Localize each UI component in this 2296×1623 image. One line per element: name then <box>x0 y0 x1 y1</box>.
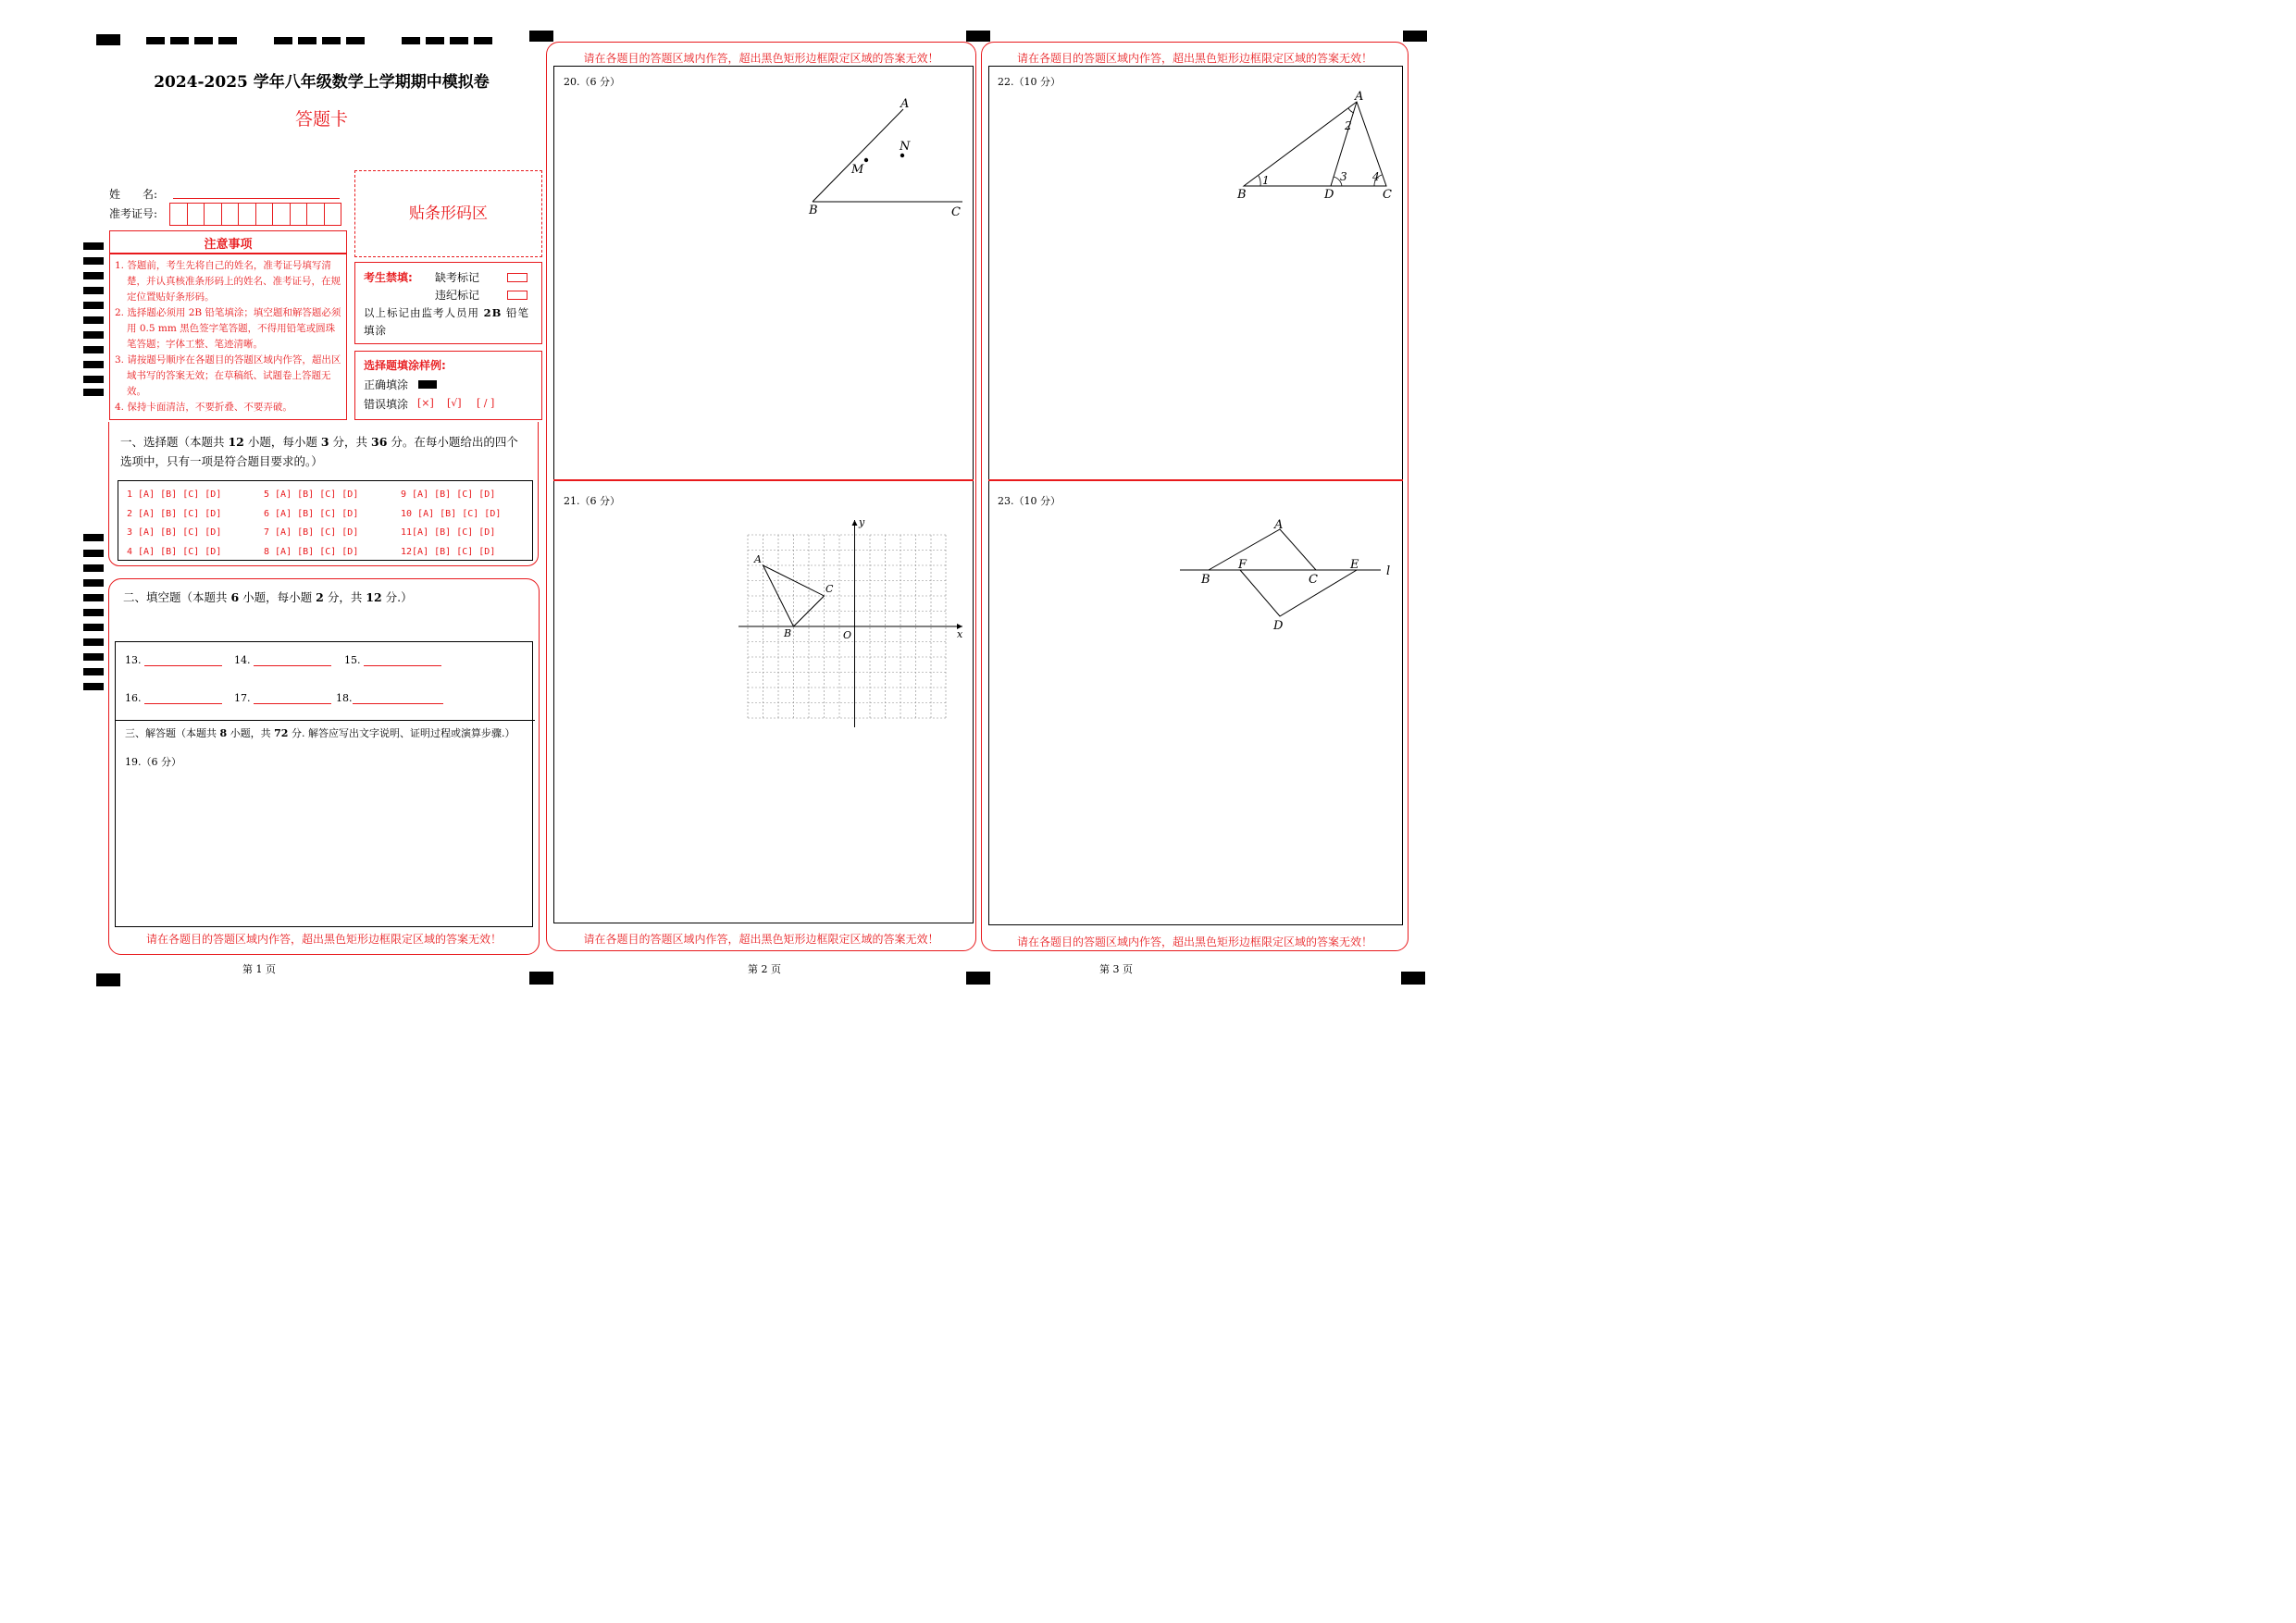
side-mark <box>83 579 104 587</box>
side-mark <box>83 668 104 675</box>
label-e: E <box>1350 558 1359 572</box>
label-d: D <box>1324 188 1334 202</box>
fill-blank[interactable]: 14. <box>234 654 331 666</box>
note-item: 4. 保持卡面清洁，不要折叠、不要弄破。 <box>115 402 292 413</box>
label-m: M <box>851 163 864 177</box>
q23-figure <box>1175 514 1397 635</box>
timing-mark <box>966 31 990 42</box>
wrong-fill-mark: [ / ] <box>477 397 495 409</box>
notes-list <box>115 258 344 415</box>
timing-mark <box>474 37 492 44</box>
q20-q21-divider <box>553 479 974 481</box>
mc-option-row[interactable]: 6 [A] [B] [C] [D] <box>264 509 359 519</box>
point-m <box>864 158 868 162</box>
side-mark <box>83 316 104 324</box>
side-mark <box>83 653 104 661</box>
wrong-fill-label: 错误填涂 <box>364 398 409 411</box>
section2-heading: 二、填空题（本题共 6 小题，每小题 2 分，共 12 分.） <box>123 590 413 604</box>
note-item: 1. 答题前，考生先将自己的姓名，准考证号填写清楚，并认真核准条形码上的姓名、准考证号，在规定位置贴好条形码。 <box>115 260 341 303</box>
mc-option-row[interactable]: 5 [A] [B] [C] [D] <box>264 489 359 500</box>
side-mark <box>83 550 104 557</box>
label-c: C <box>1383 188 1392 202</box>
label-f: F <box>1238 558 1247 572</box>
mc-option-row[interactable]: 1 [A] [B] [C] [D] <box>127 489 222 500</box>
region-notice: 请在各题目的答题区域内作答，超出黑色矩形边框限定区域的答案无效！ <box>583 933 939 946</box>
note-item: 3. 请按题号顺序在各题目的答题区域内作答，超出区域书写的答案无效；在草稿纸、试题卷上答题无效。 <box>115 354 341 397</box>
q22-figure <box>1231 89 1397 205</box>
fill-blank[interactable]: 16. <box>125 692 222 704</box>
label-b: B <box>809 204 818 217</box>
timing-mark <box>218 37 237 44</box>
region-notice: 请在各题目的答题区域内作答，超出黑色矩形边框限定区域的答案无效！ <box>1016 935 1372 948</box>
label-d: D <box>1273 619 1284 633</box>
q20-figure <box>796 91 972 220</box>
label-y: y <box>859 516 865 528</box>
side-mark <box>83 564 104 572</box>
name-field[interactable] <box>173 198 340 199</box>
label-c: C <box>951 205 961 219</box>
notes-title: 注意事项 <box>204 238 253 252</box>
mc-option-row[interactable]: 10 [A] [B] [C] [D] <box>401 509 502 519</box>
correct-fill-sample <box>418 380 437 389</box>
q19-label: 19.（6 分） <box>125 756 181 768</box>
side-mark <box>83 361 104 368</box>
page-number: 第 1 页 <box>242 963 276 975</box>
angle-arc <box>1348 108 1354 113</box>
q22-q23-divider <box>988 479 1403 481</box>
mc-option-row[interactable]: 12[A] [B] [C] [D] <box>401 547 496 557</box>
side-mark <box>83 609 104 616</box>
region-notice: 请在各题目的答题区域内作答，超出黑色矩形边框限定区域的答案无效！ <box>583 52 939 65</box>
label-a: A <box>754 553 762 565</box>
timing-mark <box>450 37 468 44</box>
side-mark <box>83 242 104 250</box>
timing-mark <box>194 37 213 44</box>
side-mark <box>83 376 104 383</box>
q20-label: 20.（6 分） <box>564 76 620 88</box>
side-mark <box>83 272 104 279</box>
page-subtitle: 答题卡 <box>294 109 348 130</box>
label-a: A <box>1274 518 1284 532</box>
side-mark <box>83 594 104 601</box>
page-number: 第 2 页 <box>748 963 781 975</box>
section-divider <box>115 720 535 721</box>
region-notice: 请在各题目的答题区域内作答，超出黑色矩形边框限定区域的答案无效！ <box>145 933 502 946</box>
mc-option-row[interactable]: 8 [A] [B] [C] [D] <box>264 547 359 557</box>
page-title: 2024-2025 学年八年级数学上学期期中模拟卷 <box>154 73 490 92</box>
label-a: A <box>900 97 910 111</box>
point-n <box>900 154 904 157</box>
q23-label: 23.（10 分） <box>998 495 1061 507</box>
label-c: C <box>1309 573 1318 587</box>
y-axis-arrow <box>852 520 858 526</box>
violation-label: 违纪标记 <box>435 289 480 302</box>
fill-blank[interactable]: 17. <box>234 692 331 704</box>
wrong-fill-mark: [×] <box>417 397 434 409</box>
mc-option-row[interactable]: 11[A] [B] [C] [D] <box>401 527 496 538</box>
ray-ba <box>813 109 903 202</box>
side-mark <box>83 534 104 541</box>
angle-label: 1 <box>1262 174 1270 187</box>
region-notice: 请在各题目的答题区域内作答，超出黑色矩形边框限定区域的答案无效！ <box>1016 52 1372 65</box>
q22-label: 22.（10 分） <box>998 76 1061 88</box>
mc-option-row[interactable]: 7 [A] [B] [C] [D] <box>264 527 359 538</box>
barcode-label: 贴条形码区 <box>409 204 488 223</box>
angle-label: 4 <box>1372 170 1380 183</box>
timing-mark <box>322 37 341 44</box>
mc-option-row[interactable]: 2 [A] [B] [C] [D] <box>127 509 222 519</box>
side-mark <box>83 302 104 309</box>
label-b: B <box>1201 573 1210 587</box>
mc-option-row[interactable]: 3 [A] [B] [C] [D] <box>127 527 222 538</box>
angle-arc <box>1259 176 1260 186</box>
timing-mark <box>298 37 316 44</box>
q21-label: 21.（6 分） <box>564 495 620 507</box>
mc-option-row[interactable]: 4 [A] [B] [C] [D] <box>127 547 222 557</box>
side-mark <box>83 331 104 339</box>
side-mark <box>83 257 104 265</box>
id-grid[interactable] <box>169 203 341 226</box>
timing-mark <box>146 37 165 44</box>
label-a: A <box>1355 90 1364 104</box>
side-mark <box>83 346 104 353</box>
violation-mark-box[interactable] <box>507 291 527 300</box>
note-item: 2. 选择题必须用 2B 铅笔填涂；填空题和解答题必须用 0.5 mm 黑色签字笔答题，不得用铅笔或圆珠笔答题；字体工整、笔迹清晰。 <box>115 307 341 350</box>
section1-heading: 一、选择题（本题共 12 小题，每小题 3 分，共 36 分。在每小题给出的四个选项中，只有一项是符合题目要求的。） <box>120 435 518 468</box>
q21-figure <box>735 514 968 729</box>
side-mark <box>83 287 104 294</box>
timing-mark <box>402 37 420 44</box>
angle-label: 3 <box>1340 170 1347 183</box>
timing-mark <box>346 37 365 44</box>
timing-mark <box>529 31 553 42</box>
id-label: 准考证号: <box>109 207 158 220</box>
timing-mark <box>1401 972 1425 985</box>
label-b: B <box>784 627 792 639</box>
answer-area <box>115 641 533 927</box>
label-o: O <box>843 629 852 641</box>
page-number: 第 3 页 <box>1099 963 1133 975</box>
wrong-fill-mark: [√] <box>447 397 462 409</box>
section3-heading: 三、解答题（本题共 8 小题，共 72 分. 解答应写出文字说明、证明过程或演算步骤.） <box>125 727 515 739</box>
label-x: x <box>957 628 963 640</box>
fill-blank[interactable]: 13. <box>125 654 222 666</box>
label-c: C <box>825 583 834 595</box>
angle-label: 2 <box>1345 119 1352 132</box>
label-l: l <box>1386 564 1391 578</box>
label-n: N <box>900 140 911 154</box>
side-mark <box>83 389 104 396</box>
fill-blank[interactable]: 18. <box>336 692 443 704</box>
forbid-title: 考生禁填: <box>364 271 413 284</box>
timing-mark <box>96 973 120 986</box>
timing-mark <box>170 37 189 44</box>
timing-mark <box>966 972 990 985</box>
absent-mark-box[interactable] <box>507 273 527 282</box>
side-mark <box>83 683 104 690</box>
forbid-note: 以上标记由监考人员用 2B 铅笔填涂 <box>364 306 530 337</box>
timing-mark <box>529 972 553 985</box>
name-label: 姓 名: <box>109 188 158 201</box>
fill-blank[interactable]: 15. <box>344 654 441 666</box>
side-mark <box>83 638 104 646</box>
triangle-abc <box>1209 529 1316 570</box>
label-b: B <box>1237 188 1247 202</box>
timing-mark <box>426 37 444 44</box>
correct-fill-label: 正确填涂 <box>364 378 409 391</box>
fill-sample-title: 选择题填涂样例: <box>364 359 446 372</box>
triangle-def <box>1240 570 1357 616</box>
mc-option-row[interactable]: 9 [A] [B] [C] [D] <box>401 489 496 500</box>
timing-mark <box>274 37 292 44</box>
side-mark <box>83 624 104 631</box>
absent-label: 缺考标记 <box>435 271 480 284</box>
timing-mark <box>96 34 120 45</box>
timing-mark <box>1403 31 1427 42</box>
